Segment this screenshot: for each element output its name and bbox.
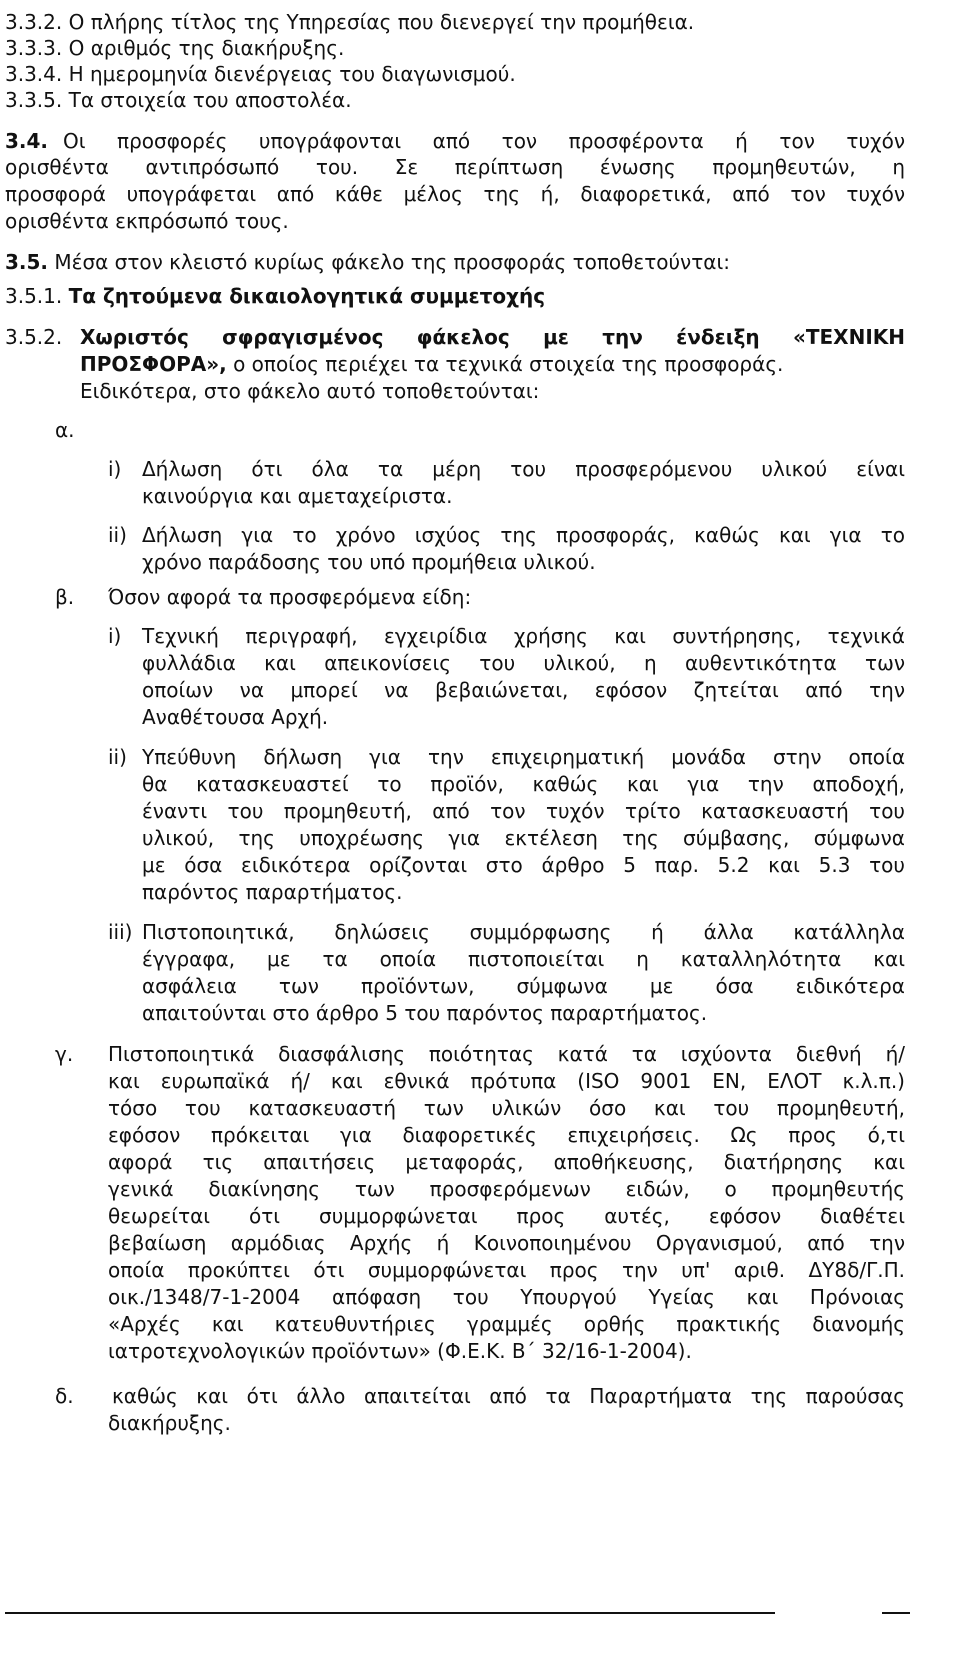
clause-3-3-5: 3.3.5. Τα στοιχεία του αποστολέα. [5, 88, 352, 112]
subitem-number: i) [108, 624, 122, 648]
clause-number: 3.5.1. [5, 284, 63, 308]
paragraph-line: Ειδικότερα, στο φάκελο αυτό τοποθετούνται: [80, 379, 540, 403]
paragraph-line [80, 350, 783, 378]
subitem-text: οποίων να μπορεί να βεβαιώνεται, εφόσον ζητείται από την [142, 678, 905, 702]
item-text: «Αρχές και κατευθυντήριες γραμμές ορθής πρακτικής διανομής [108, 1312, 905, 1336]
subitem-text: καινούργια και αμεταχείριστα. [142, 484, 453, 508]
item-text: θεωρείται ότι συμμορφώνεται προς αυτές, εφόσον διαθέτει [108, 1204, 905, 1228]
subitem-number: ii) [108, 523, 127, 547]
subitem-text: απαιτούνται στο άρθρο 5 του παρόντος παραρτήματος. [142, 1001, 708, 1025]
item-text: εφόσον πρόκειται για διαφορετικές επιχειρήσεις. Ως προς ό,τι [108, 1123, 905, 1147]
subitem-number: i) [108, 457, 122, 481]
clause-number: 3.4. [5, 129, 49, 153]
subitem-text: φυλλάδια και απεικονίσεις του υλικού, η αυθεντικότητα των [142, 651, 905, 675]
item-text: οποία προκύπτει ότι συμμορφώνεται προς την υπ' αριθ. ΔΥ8δ/Γ.Π. [108, 1258, 905, 1282]
item-text: Πιστοποιητικά διασφάλισης ποιότητας κατά τα ισχύοντα διεθνή ή/ [108, 1042, 905, 1066]
clause-text: Μέσα στον κλειστό κυρίως φάκελο της προσφοράς τοποθετούνται: [54, 250, 730, 274]
item-delta-label: δ. [55, 1384, 74, 1408]
footer-rule [5, 1612, 775, 1614]
clause-3-4 [5, 127, 905, 155]
subitem-text: θα κατασκευαστεί το προϊόν, καθώς και για την αποδοχή, [142, 772, 905, 796]
item-text: οικ./1348/7-1-2004 απόφαση του Υπουργού Υγείας και Πρόνοιας [108, 1285, 905, 1309]
item-text: ιατροτεχνολογικών προϊόντων» (Φ.Ε.Κ. Β΄ 32/16-1-2004). [108, 1339, 692, 1363]
clause-3-5-1 [5, 282, 545, 310]
clause-3-3-4: 3.3.4. Η ημερομηνία διενέργειας του διαγωνισμού. [5, 62, 516, 86]
text: ο οποίος περιέχει τα τεχνικά στοιχεία της προσφοράς. [233, 352, 784, 376]
item-text: αφορά τις απαιτήσεις μεταφοράς, αποθήκευσης, διατήρησης και [108, 1150, 905, 1174]
subitem-text: Υπεύθυνη δήλωση για την επιχειρηματική μονάδα στην οποία [142, 745, 905, 769]
clause-text: Τα ζητούμενα δικαιολογητικά συμμετοχής [68, 284, 546, 308]
paragraph-line: ορισθέντα εκπρόσωπό τους. [5, 209, 289, 233]
subitem-text: χρόνο παράδοσης του υπό προμήθεια υλικού. [142, 550, 596, 574]
clause-number: 3.5.2. [5, 325, 63, 349]
subitem-text: Δήλωση για το χρόνο ισχύος της προσφοράς, καθώς και για το [142, 523, 905, 547]
item-alpha-label: α. [55, 418, 75, 442]
clause-text: Οι προσφορές υπογράφονται από τον προσφέροντα ή τον τυχόν [63, 129, 905, 153]
clause-text: Χωριστός σφραγισμένος φάκελος με την ένδειξη «ΤΕΧΝΙΚΗ [80, 325, 905, 349]
clause-3-3-3: 3.3.3. Ο αριθμός της διακήρυξης. [5, 36, 345, 60]
subitem-text: Πιστοποιητικά, δηλώσεις συμμόρφωσης ή άλλα κατάλληλα [142, 920, 905, 944]
clause-3-5 [5, 248, 730, 276]
subitem-text: ασφάλεια των προϊόντων, σύμφωνα με όσα ειδικότερα [142, 974, 905, 998]
subitem-number: iii) [108, 920, 133, 944]
item-beta-label: β. [55, 585, 75, 609]
subitem-text: Αναθέτουσα Αρχή. [142, 705, 329, 729]
item-text: βεβαίωση αρμόδιας Αρχής ή Κοινοποιημένου Οργανισμού, από την [108, 1231, 905, 1255]
bold-term: ΠΡΟΣΦΟΡΑ», [80, 352, 227, 376]
subitem-text: έναντι του προμηθευτή, από τον τυχόν τρίτο κατασκευαστή του [142, 799, 905, 823]
footer-rule-short [882, 1612, 910, 1614]
item-text: και ευρωπαϊκά ή/ και εθνικά πρότυπα (ISO 9001 EN, ΕΛΟΤ κ.λ.π.) [108, 1069, 905, 1093]
item-text: καθώς και ότι άλλο απαιτείται από τα Παραρτήματα της παρούσας [112, 1384, 905, 1408]
paragraph-line: προσφορά υπογράφεται από κάθε μέλος της ή, διαφορετικά, από τον τυχόν [5, 182, 905, 206]
paragraph-line: ορισθέντα αντιπρόσωπό του. Σε περίπτωση ένωσης προμηθευτών, η [5, 155, 905, 179]
item-text: Όσον αφορά τα προσφερόμενα είδη: [108, 585, 472, 609]
subitem-number: ii) [108, 745, 127, 769]
item-gamma-label: γ. [55, 1042, 74, 1066]
subitem-text: Τεχνική περιγραφή, εγχειρίδια χρήσης και συντήρησης, τεχνικά [142, 624, 905, 648]
item-text: τόσο του κατασκευαστή των υλικών όσο και του προμηθευτή, [108, 1096, 905, 1120]
item-text: γενικά διακίνησης των προσφερόμενων ειδών, ο προμηθευτής [108, 1177, 905, 1201]
subitem-text: με όσα ειδικότερα ορίζονται στο άρθρο 5 παρ. 5.2 και 5.3 του [142, 853, 905, 877]
item-text: διακήρυξης. [108, 1411, 231, 1435]
clause-3-5-2 [5, 323, 905, 351]
subitem-text: υλικού, της υποχρέωσης για εκτέλεση της σύμβασης, σύμφωνα [142, 826, 905, 850]
clause-3-3-2: 3.3.2. Ο πλήρης τίτλος της Υπηρεσίας που διενεργεί την προμήθεια. [5, 10, 695, 34]
subitem-text: παρόντος παραρτήματος. [142, 880, 403, 904]
subitem-text: Δήλωση ότι όλα τα μέρη του προσφερόμενου υλικού είναι [142, 457, 905, 481]
subitem-text: έγγραφα, με τα οποία πιστοποιείται η καταλληλότητα και [142, 947, 905, 971]
clause-number: 3.5. [5, 250, 49, 274]
